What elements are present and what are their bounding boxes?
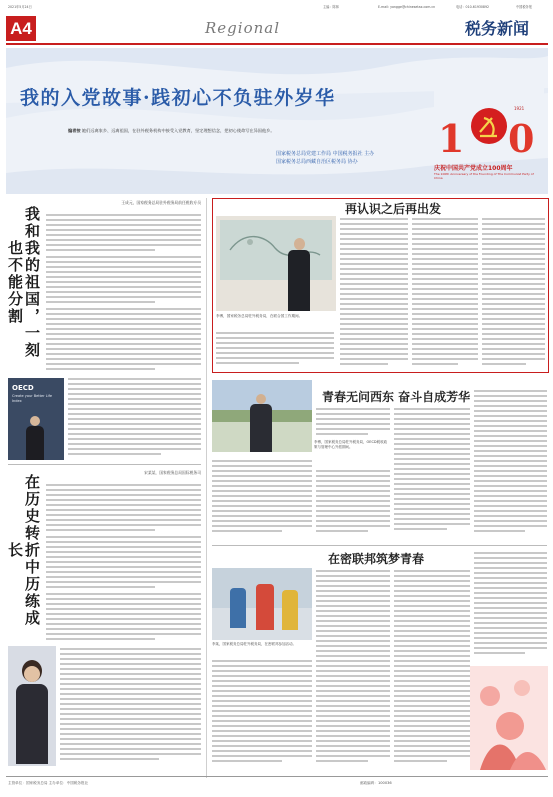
article-2-col-2: [316, 408, 390, 438]
svg-text:0: 0: [508, 116, 535, 158]
article-2-col-2b: [316, 470, 390, 540]
organizer-line-2: 国家税务总局西藏自治区税务局 协办: [276, 159, 358, 165]
left-kicker-2: 宋某某，国家税务总局国际税务司: [144, 470, 201, 475]
banner: [6, 48, 548, 194]
article-1-headline: 再认识之后再出发: [345, 202, 442, 216]
left-title-1: [6, 200, 40, 365]
article-1-person: [288, 238, 310, 311]
banner-intro-text: 她们远离家乡、远离祖国，在驻外税务机构中接受入党教育，坚定理想信念，把初心使命写在异国他乡。: [81, 128, 275, 133]
article-1-col-3: [412, 218, 478, 370]
person-silhouette: [26, 416, 44, 460]
header-rule: [6, 43, 548, 45]
svg-text:1: 1: [438, 116, 465, 158]
article-2-col-4: [474, 390, 547, 540]
article-2-divider: [212, 545, 547, 546]
article-3-caption: 李某，国家税务总局驻外税务局，在密联邦参加活动。: [212, 642, 296, 646]
article-1-col-2: [340, 218, 408, 370]
banner-intro-label: 编者按: [68, 128, 81, 133]
article-2-col-1: [212, 460, 312, 540]
footer-left: 主管单位：国家税务总局 主办单位：中国税务报社: [8, 781, 89, 785]
article-3-col-2: [316, 570, 390, 770]
left-title-1-text: 我和我的祖国，一刻也不能分割: [6, 206, 41, 359]
header-strip: [8, 4, 548, 13]
organizer-line-1: 国家税务总局党建工作局 中国税务报社 主办: [276, 151, 375, 157]
header-paper: 中国税务报: [516, 5, 532, 9]
left-title-2: [6, 470, 40, 630]
article-2-person: [250, 394, 272, 452]
left-article-1-body: [46, 214, 201, 374]
article-3-col-3: [394, 570, 470, 770]
article-1-photo: [216, 216, 336, 311]
left-article-1-body-2: [68, 378, 201, 460]
banner-title: 我的入党故事·践初心不负驻外岁华: [20, 87, 336, 109]
flower-decoration-icon: [470, 666, 548, 770]
left-article-2-body-2: [60, 648, 201, 766]
wall-map-decoration: [220, 220, 332, 280]
article-1-col-1: [216, 332, 334, 370]
left-kicker-1: 王成元，国家税务总局驻外税务局前任税收专员: [121, 200, 201, 205]
oecd-subtitle: Create your Better Life Index: [12, 394, 53, 403]
header-email: E-mail: yongge@chinesetax.com.cn: [378, 5, 436, 9]
header-tel: 电话：010-61930892: [456, 5, 490, 9]
oecd-logo-text: OECD: [12, 384, 34, 392]
article-1-caption: 李博，国家税务总局驻外税务局，在联合国工作期间。: [216, 314, 303, 318]
header-info: 主编：陈林: [323, 5, 339, 9]
decorative-illustration: [470, 666, 548, 770]
oecd-photo: [8, 378, 64, 460]
article-2-headline: 青春无问西东 奋斗自成芳华: [322, 390, 471, 404]
party-emblem-icon: [434, 88, 544, 158]
portrait-photo-woman: [8, 646, 56, 766]
footer-rule: [6, 776, 548, 777]
left-divider: [8, 464, 201, 465]
centenary-title: 庆祝中国共产党成立100周年: [434, 165, 513, 172]
footer-right: 邮政编码：100036: [360, 781, 392, 785]
article-2-photo: [212, 380, 312, 452]
article-3-headline: 在密联邦筑梦青春: [328, 552, 425, 566]
article-3-col-1: [212, 660, 312, 770]
centenary-subtitle: The 100th Anniversary of the Founding of The Communist Party of China: [434, 172, 534, 180]
left-column-rule: [206, 198, 207, 778]
column-title: 税务新闻: [465, 19, 530, 38]
left-title-2-text: 在历史转折中历练成长: [6, 473, 41, 627]
header-date: 2021年5月24日: [8, 5, 32, 9]
article-3-photo: [212, 568, 312, 640]
left-article-2-body: [46, 484, 201, 644]
banner-intro: [68, 128, 423, 135]
article-3-col-4: [474, 552, 547, 662]
centenary-emblem: [434, 88, 544, 188]
page-number-badge: A4: [6, 16, 36, 41]
svg-text:1921: 1921: [514, 106, 525, 111]
section-wordmark: Regional: [205, 19, 281, 37]
article-2-col-3: [394, 408, 470, 540]
article-1-col-4: [482, 218, 545, 370]
article-2-caption: 李博，国家税务总局驻外税务局，OECD税收政策与管理中心外派期间。: [314, 440, 388, 449]
